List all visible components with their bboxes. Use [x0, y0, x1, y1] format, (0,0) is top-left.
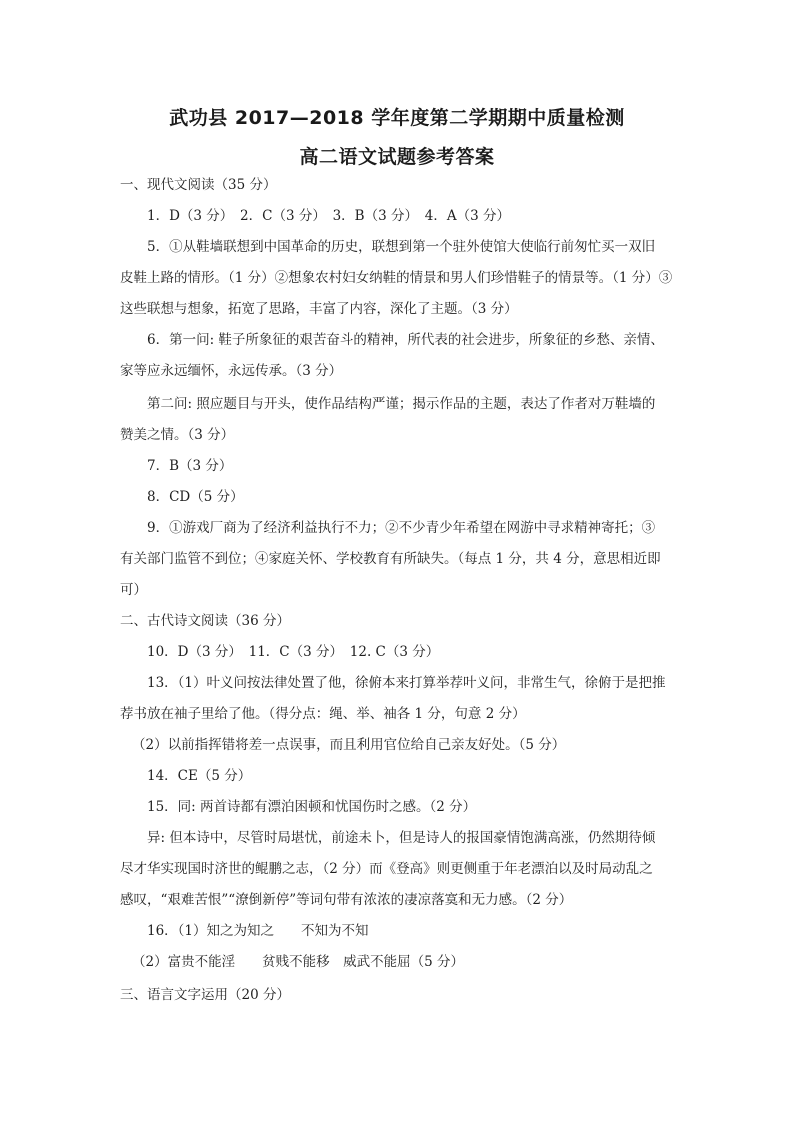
answer-line-9b: 有关部门监管不到位；④家庭关怀、学校教育有所缺失。（每点 1 分，共 4 分，意思相近即	[120, 551, 661, 567]
section-heading-modern-reading: 一、现代文阅读（35 分）	[120, 177, 277, 193]
answer-line-15b: 异: 但本诗中，尽管时局堪忧，前途未卜，但是诗人的报国豪情饱满高涨，仍然期待倾	[147, 830, 656, 846]
answer-line-9c: 可）	[120, 582, 147, 598]
answer-line-16a: 16．（1）知之为知之 不知为不知	[147, 923, 369, 939]
answer-line-9a: 9．①游戏厂商为了经济利益执行不力；②不少青少年希望在网游中寻求精神寄托；③	[147, 520, 656, 536]
answer-line-8: 8．CD（5 分）	[147, 489, 244, 505]
document-subtitle: 高二语文试题参考答案	[299, 146, 495, 168]
answer-line-6c: 第二问: 照应题目与开头，使作品结构严谨；揭示作品的主题，表达了作者对万鞋墙的	[147, 396, 656, 412]
answer-line-14: 14．CE（5 分）	[147, 768, 252, 784]
answer-line-6d: 赞美之情。（3 分）	[120, 427, 235, 443]
answer-line-10-12: 10．D（3 分） 11．C（3 分） 12. C（3 分）	[147, 644, 440, 660]
answer-line-6b: 家等应永远缅怀，永远传承。（3 分）	[120, 363, 343, 379]
section-heading-language-use: 三、语言文字运用（20 分）	[120, 987, 290, 1003]
answer-line-15a: 15．同: 两首诗都有漂泊困顿和忧国伤时之感。（2 分）	[147, 799, 477, 815]
answer-line-15c: 尽才华实现国时济世的鲲鹏之志，（2 分）而《登高》则更侧重于年老漂泊以及时局动乱之	[120, 861, 653, 877]
answer-line-7: 7．B（3 分）	[147, 458, 233, 474]
document-title: 武功县 2017—2018 学年度第二学期期中质量检测	[169, 107, 625, 129]
answer-line-5a: 5．①从鞋墙联想到中国革命的历史，联想到第一个驻外使馆大使临行前匆忙买一双旧	[147, 239, 656, 255]
section-heading-classical-reading: 二、古代诗文阅读（36 分）	[120, 613, 290, 629]
answer-line-5c: 这些联想与想象，拓宽了思路，丰富了内容，深化了主题。（3 分）	[120, 301, 518, 317]
answer-line-16b: （2）富贵不能淫 贫贱不能移 威武不能屈（5 分）	[132, 954, 464, 970]
answer-line-1-4: 1．D（3 分） 2．C（3 分） 3．B（3 分） 4．A（3 分）	[147, 208, 510, 224]
answer-line-13c: （2）以前指挥错将差一点误事，而且利用官位给自己亲友好处。（5 分）	[132, 737, 566, 753]
answer-line-13a: 13．（1）叶义问按法律处置了他，徐俯本来打算举荐叶义问，非常生气，徐俯于是把推	[147, 675, 666, 691]
answer-line-6a: 6．第一问: 鞋子所象征的艰苦奋斗的精神，所代表的社会进步，所象征的乡愁、亲情、	[147, 332, 664, 348]
answer-line-5b: 皮鞋上路的情形。（1 分）②想象农村妇女纳鞋的情景和男人们珍惜鞋子的情景等。（1 分）③	[120, 270, 673, 286]
answer-line-15d: 感叹，“艰难苦恨”“潦倒新停”等词句带有浓浓的凄凉落寞和无力感。（2 分）	[120, 892, 573, 908]
answer-line-13b: 荐书放在袖子里给了他。（得分点：绳、举、袖各 1 分，句意 2 分）	[120, 706, 526, 722]
